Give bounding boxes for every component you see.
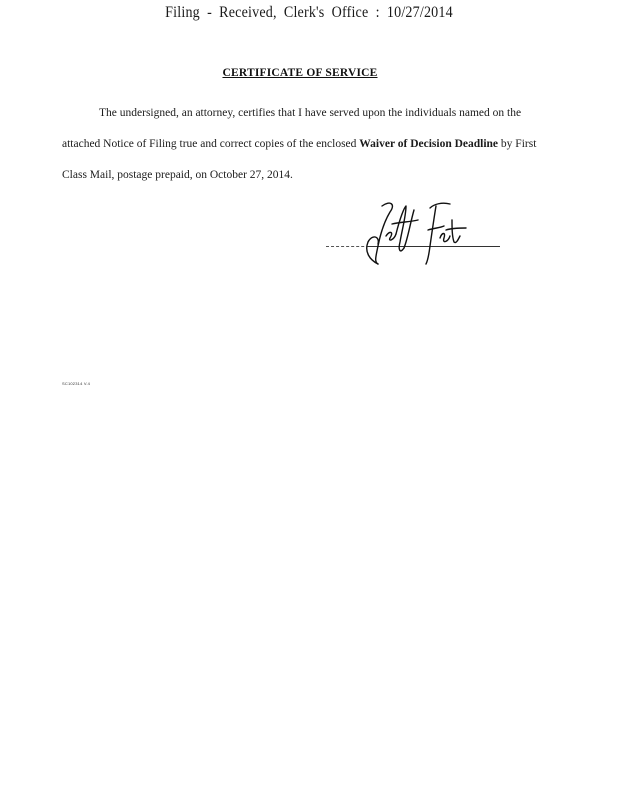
certificate-paragraph bbox=[62, 98, 542, 191]
certificate-title: CERTIFICATE OF SERVICE bbox=[222, 67, 378, 79]
document-name: Waiver of Decision Deadline bbox=[359, 138, 499, 150]
body-text-part1: The undersigned, an attorney, certifies that I have served upon the individuals named on the attached Notice of Filing true and correct copies of the enclosed bbox=[62, 107, 522, 150]
certificate-body bbox=[62, 98, 542, 191]
filing-received-stamp: Filing - Received, Clerk's Office : 10/27/2014 bbox=[165, 4, 453, 21]
handwritten-signature bbox=[356, 198, 476, 270]
document-number: SC102314 V.4 bbox=[62, 381, 91, 386]
body-text-part2: by First Class Mail, postage prepaid, on October 27, 2014. bbox=[62, 138, 537, 181]
